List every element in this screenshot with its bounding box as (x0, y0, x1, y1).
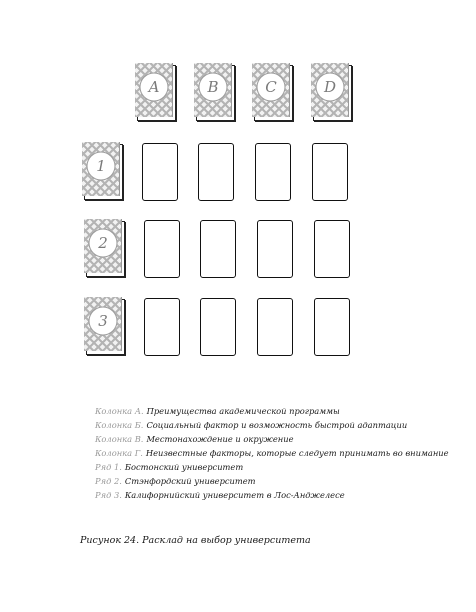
column-marker-a: A (142, 75, 166, 99)
row-marker-1: 1 (89, 154, 113, 178)
card-back-pattern (194, 63, 232, 117)
legend-key: Ряд 2. (95, 476, 122, 486)
card-back-pattern (252, 63, 290, 117)
column-deck-d (313, 65, 352, 121)
legend-key: Колонка Г. (95, 448, 143, 458)
row-deck-1 (84, 144, 123, 200)
row-deck-2 (86, 221, 125, 277)
card-slot-3d (314, 298, 350, 356)
column-deck-b (196, 65, 235, 121)
card-back-pattern (135, 63, 173, 117)
legend-text: Местонахождение и окружение (146, 434, 294, 444)
column-marker-b: B (201, 75, 225, 99)
card-back-pattern (311, 63, 349, 117)
legend-key: Колонка Б. (95, 420, 144, 430)
legend-text: Калифорнийский университет в Лос-Анджелесе (124, 490, 345, 500)
row-marker-2: 2 (91, 231, 115, 255)
card-slot-1c (255, 143, 291, 201)
legend-key: Колонка В. (95, 434, 144, 444)
column-deck-a (137, 65, 176, 121)
card-back-pattern (84, 297, 122, 351)
card-slot-2c (257, 220, 293, 278)
legend-item (95, 474, 449, 488)
card-slot-2b (200, 220, 236, 278)
card-back-pattern (82, 142, 120, 196)
legend-text: Неизвестные факторы, которые следует принимать во внимание (145, 448, 449, 458)
column-marker-c: C (259, 75, 283, 99)
card-slot-3c (257, 298, 293, 356)
card-slot-2d (314, 220, 350, 278)
column-marker-d: D (318, 75, 342, 99)
legend-item (95, 460, 449, 474)
card-slot-1a (142, 143, 178, 201)
card-slot-3b (200, 298, 236, 356)
card-back-pattern (84, 219, 122, 273)
card-slot-2a (144, 220, 180, 278)
legend-key: Колонка А. (95, 406, 144, 416)
legend-item (95, 488, 449, 502)
legend-item (95, 432, 449, 446)
legend-key: Ряд 1. (95, 462, 122, 472)
legend (95, 404, 449, 502)
legend-item (95, 404, 449, 418)
card-slot-3a (144, 298, 180, 356)
legend-key: Ряд 3. (95, 490, 122, 500)
legend-text: Бостонский университет (124, 462, 244, 472)
legend-text: Социальный фактор и возможность быстрой адаптации (146, 420, 408, 430)
row-marker-3: 3 (91, 309, 115, 333)
legend-text: Преимущества академической программы (146, 406, 340, 416)
card-slot-1d (312, 143, 348, 201)
card-slot-1b (198, 143, 234, 201)
figure-caption: Рисунок 24. Расклад на выбор университета (80, 535, 311, 546)
legend-item (95, 446, 449, 460)
column-deck-c (254, 65, 293, 121)
legend-item (95, 418, 449, 432)
legend-text: Стэнфордский университет (124, 476, 256, 486)
row-deck-3 (86, 299, 125, 355)
